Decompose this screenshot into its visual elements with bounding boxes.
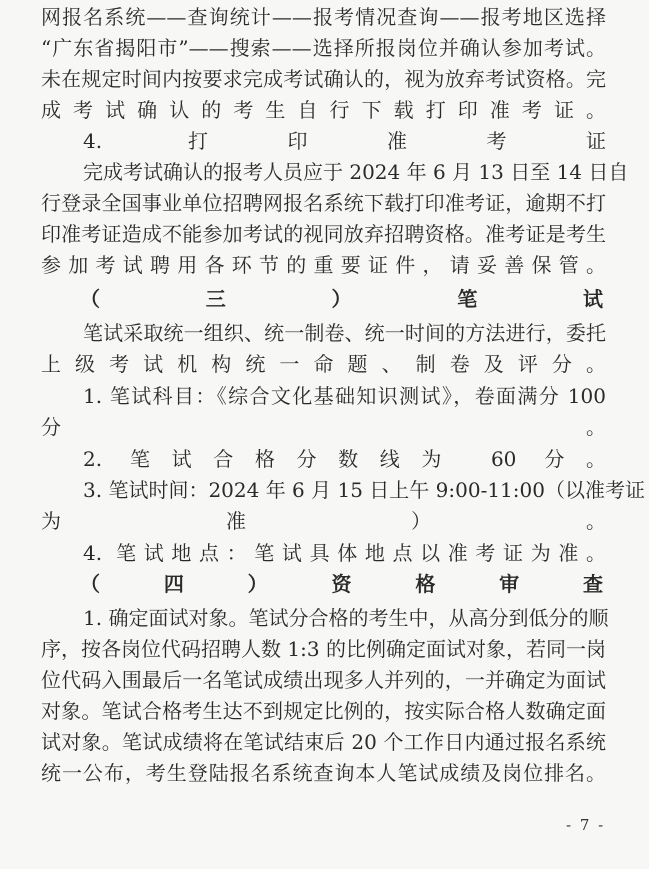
text-line <box>0 381 649 411</box>
paragraph-text: 上级考试机构统一命题、制卷及评分。 <box>41 352 606 376</box>
text-line <box>0 727 649 757</box>
text-line <box>0 349 649 379</box>
paragraph-text: 对象。笔试合格考生达不到规定比例的，按实际合格人数确定面 <box>41 699 606 723</box>
text-line <box>0 665 649 695</box>
paragraph-text: 网报名系统——查询统计——报考情况查询——报考地区选择 <box>41 5 606 29</box>
text-line <box>0 696 649 726</box>
paragraph-text: 3. 笔试时间：2024 年 6 月 15 日上午 9:00-11:00（以准考证 <box>83 478 645 502</box>
text-line <box>0 318 649 348</box>
text-line <box>0 2 649 32</box>
paragraph-text: 完成考试确认的报考人员应于 2024 年 6 月 13 日至 14 日自 <box>83 160 629 184</box>
paragraph-text: 位代码入围最后一名笔试成绩出现多人并列的，一并确定为面试 <box>41 668 606 692</box>
paragraph-text: 为准）。 <box>41 509 606 533</box>
text-line <box>0 603 649 633</box>
paragraph-text: 行登录全国事业单位招聘网报名系统下载打印准考证，逾期不打 <box>41 191 606 215</box>
text-line <box>0 64 649 94</box>
text-line <box>0 475 649 505</box>
paragraph-text: “广东省揭阳市”——搜索——选择所报岗位并确认参加考试。 <box>41 36 606 60</box>
paragraph-text: 试对象。笔试成绩将在笔试结束后 20 个工作日内通过报名系统 <box>41 730 606 754</box>
text-line <box>0 250 649 280</box>
text-line <box>0 634 649 664</box>
paragraph-text: 1. 笔试科目：《综合文化基础知识测试》，卷面满分 100 <box>83 384 606 408</box>
text-line <box>0 758 649 788</box>
paragraph-text: 参加考试聘用各环节的重要证件，请妥善保管。 <box>41 253 606 277</box>
paragraph-text: 序，按各岗位代码招聘人数 1:3 的比例确定面试对象，若同一岗 <box>41 637 606 661</box>
paragraph-text: 4. 笔试地点：笔试具体地点以准考证为准。 <box>83 541 606 565</box>
section-heading-written-exam: （三）笔试 <box>80 287 603 311</box>
section-heading-qualification-review: （四）资格审查 <box>80 572 603 596</box>
paragraph-text: 分。 <box>41 415 606 439</box>
paragraph-text: 1. 确定面试对象。笔试分合格的考生中，从高分到低分的顺 <box>83 606 609 630</box>
paragraph-text: 成考试确认的考生自行下载打印准考证。 <box>41 98 606 122</box>
paragraph-text: 印准考证造成不能参加考试的视同放弃招聘资格。准考证是考生 <box>41 222 606 246</box>
text-line <box>0 33 649 63</box>
paragraph-text: 2. 笔试合格分数线为 60 分。 <box>83 447 606 471</box>
text-line <box>0 506 649 536</box>
text-line <box>0 569 649 599</box>
text-line <box>0 444 649 474</box>
text-line <box>0 284 649 314</box>
text-line <box>0 538 649 568</box>
text-line <box>0 157 649 187</box>
subheading-print-admission: 4. 打印准考证 <box>83 129 606 153</box>
paragraph-text: 统一公布，考生登陆报名系统查询本人笔试成绩及岗位排名。 <box>41 761 606 785</box>
text-line <box>0 95 649 125</box>
text-line <box>0 126 649 156</box>
page-number: - 7 - <box>566 816 606 834</box>
paragraph-text: 笔试采取统一组织、统一制卷、统一时间的方法进行，委托 <box>83 321 606 345</box>
text-line <box>0 188 649 218</box>
text-line <box>0 412 649 442</box>
paragraph-text: 未在规定时间内按要求完成考试确认的，视为放弃考试资格。完 <box>41 67 606 91</box>
text-line <box>0 219 649 249</box>
